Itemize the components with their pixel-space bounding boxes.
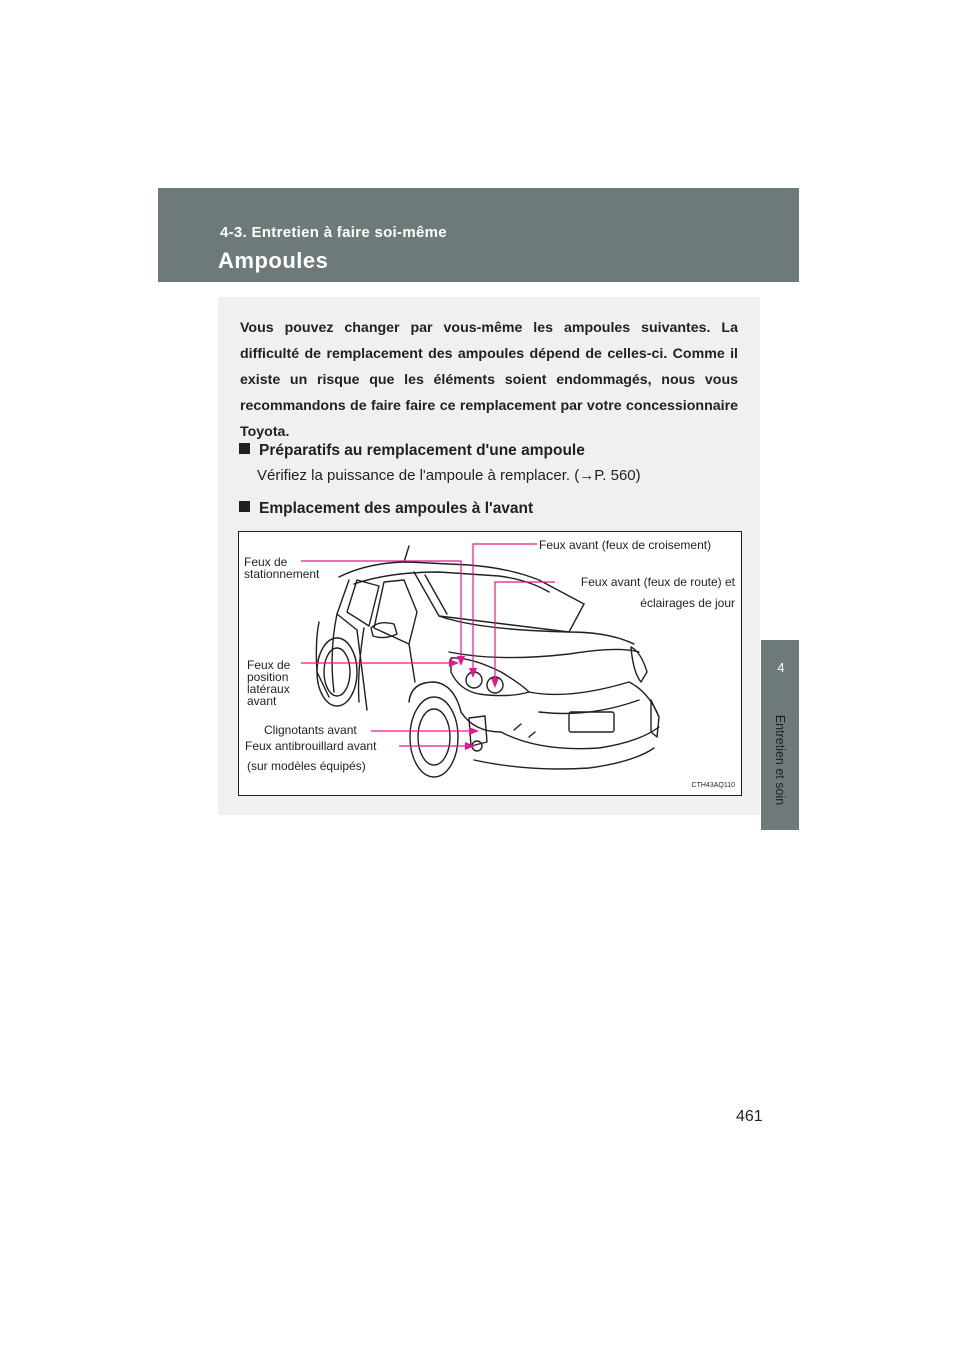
section-label: 4-3. Entretien à faire soi-même [220, 224, 447, 241]
label-daytime-running: éclairages de jour [640, 596, 735, 610]
section-heading-text: Emplacement des ampoules à l'avant [259, 500, 534, 517]
label-low-beam: Feux avant (feux de croisement) [539, 538, 712, 552]
figure-code: CTH43AQ110 [691, 782, 735, 789]
callout-lines [301, 544, 555, 746]
callout-arrowheads [449, 656, 499, 750]
label-high-beam: Feux avant (feux de route) et [580, 575, 735, 589]
label-turn-signal: Clignotants avant [264, 723, 357, 737]
page-title: Ampoules [218, 248, 329, 273]
section-heading-preparation [239, 442, 585, 460]
label-fog-note: (sur modèles équipés) [247, 759, 366, 773]
front-bulbs-figure [238, 531, 742, 796]
section-heading-location [239, 500, 533, 518]
square-bullet-icon [239, 443, 250, 454]
label-fog-lights: Feux antibrouillard avant [245, 739, 377, 753]
chapter-number: 4 [777, 660, 785, 675]
header-band [158, 188, 799, 282]
label-parking-lights: Feux de stationnement [244, 555, 320, 581]
chapter-tab[interactable] [765, 640, 797, 695]
square-bullet-icon [239, 501, 250, 512]
intro-paragraph: Vous pouvez changer par vous-même les ampoules suivantes. La difficulté de remplacement des ampoules dépend de celles-ci. Comme il existe un risque que les éléments soient endommagés, nous vous recommandons de faire faire ce remplacement par votre concessionnaire Toyota. [240, 320, 738, 440]
label-side-marker: Feux de position latéraux avant [247, 658, 291, 708]
section-heading-text: Préparatifs au remplacement d'une ampoule [259, 442, 585, 459]
chapter-label: Entretien et soin [773, 714, 787, 806]
page-number: 461 [736, 1108, 763, 1125]
preparation-text: Vérifiez la puissance de l'ampoule à remplacer. (→P. 560) [257, 467, 641, 484]
